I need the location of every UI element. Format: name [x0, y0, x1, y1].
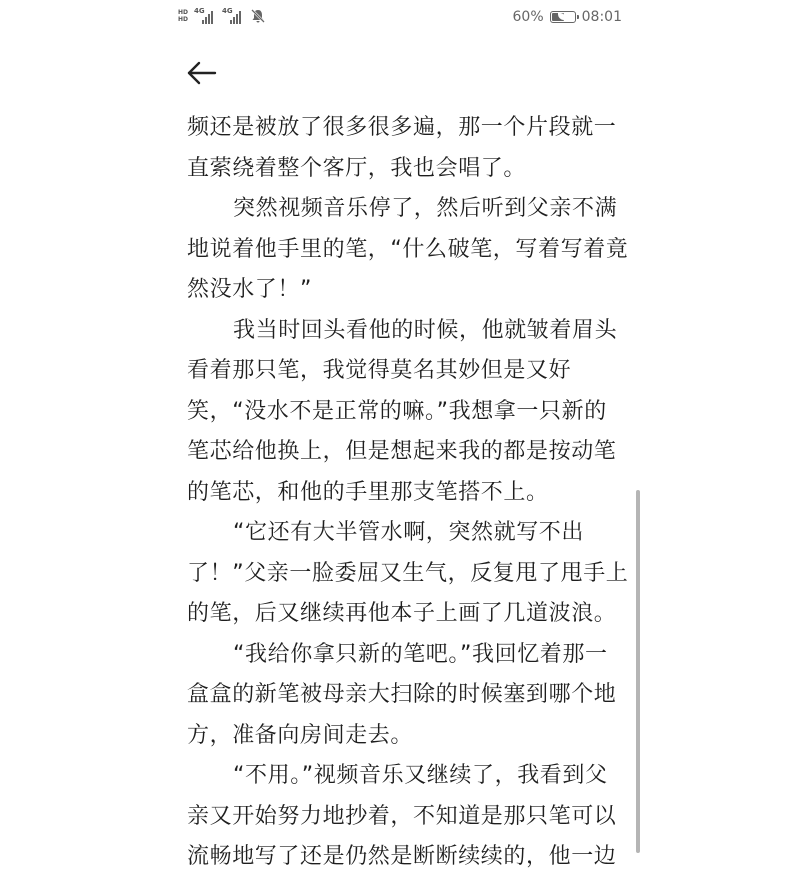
text-line: 笑，“没水不是正常的嘛。”我想拿一只新的: [187, 398, 607, 424]
text-line: “我给你拿只新的笔吧。”我回忆着那一: [233, 641, 608, 667]
text-line: 了！”父亲一脸委屈又生气，反复甩了甩手上: [187, 560, 629, 586]
reader-content[interactable]: [187, 108, 629, 869]
text-line: 突然视频音乐停了，然后听到父亲不满: [233, 196, 618, 221]
battery-percent: 60%: [512, 9, 544, 25]
signal-icon: [222, 8, 244, 24]
hd-icon: [178, 9, 188, 23]
network-type-label: 4G: [194, 7, 205, 15]
status-bar: [0, 0, 800, 34]
text-line: 看着那只笔，我觉得莫名其妙但是又好: [187, 358, 572, 383]
text-line: 频还是被放了很多很多遍，那一个片段就一: [187, 115, 617, 140]
text-line: 然没水了！”: [187, 277, 312, 302]
text-line: 我当时回头看他的时候，他就皱着眉头: [233, 317, 618, 343]
text-line: 亲又开始努力地抄着，不知道是那只笔可以: [187, 803, 617, 829]
text-line: 笔芯给他换上，但是想起来我的都是按动笔: [187, 439, 617, 464]
status-bar-right: [513, 8, 622, 26]
battery-icon: [550, 11, 576, 23]
signal-icon: [194, 8, 216, 24]
status-bar-left: [178, 6, 266, 26]
text-line: 方，准备向房间走去。: [187, 722, 414, 748]
text-line: 直萦绕着整个客厅，我也会唱了。: [187, 155, 527, 181]
text-line: 的笔芯，和他的手里那支笔搭不上。: [187, 479, 549, 505]
text-line: 的笔，后又继续再他本子上画了几道波浪。: [187, 601, 617, 626]
network-type-label: 4G: [222, 7, 233, 15]
back-button[interactable]: [184, 56, 220, 92]
hd-bottom-label: HD: [178, 16, 189, 23]
text-line: “它还有大半管水啊，突然就写不出: [233, 520, 584, 545]
text-line: 盒盒的新笔被母亲大扫除的时候塞到哪个地: [187, 682, 617, 707]
scrollbar[interactable]: [636, 490, 640, 853]
clock: 08:01: [581, 9, 622, 25]
text-line: “不用。”视频音乐又继续了，我看到父: [233, 763, 608, 788]
mute-icon: [250, 8, 266, 24]
hd-top-label: HD: [178, 9, 189, 16]
text-line: 流畅地写了还是仍然是断断续续的，他一边: [187, 844, 617, 869]
text-line: 地说着他手里的笔，“什么破笔，写着写着竟: [187, 236, 629, 262]
back-arrow-icon: [184, 56, 220, 92]
